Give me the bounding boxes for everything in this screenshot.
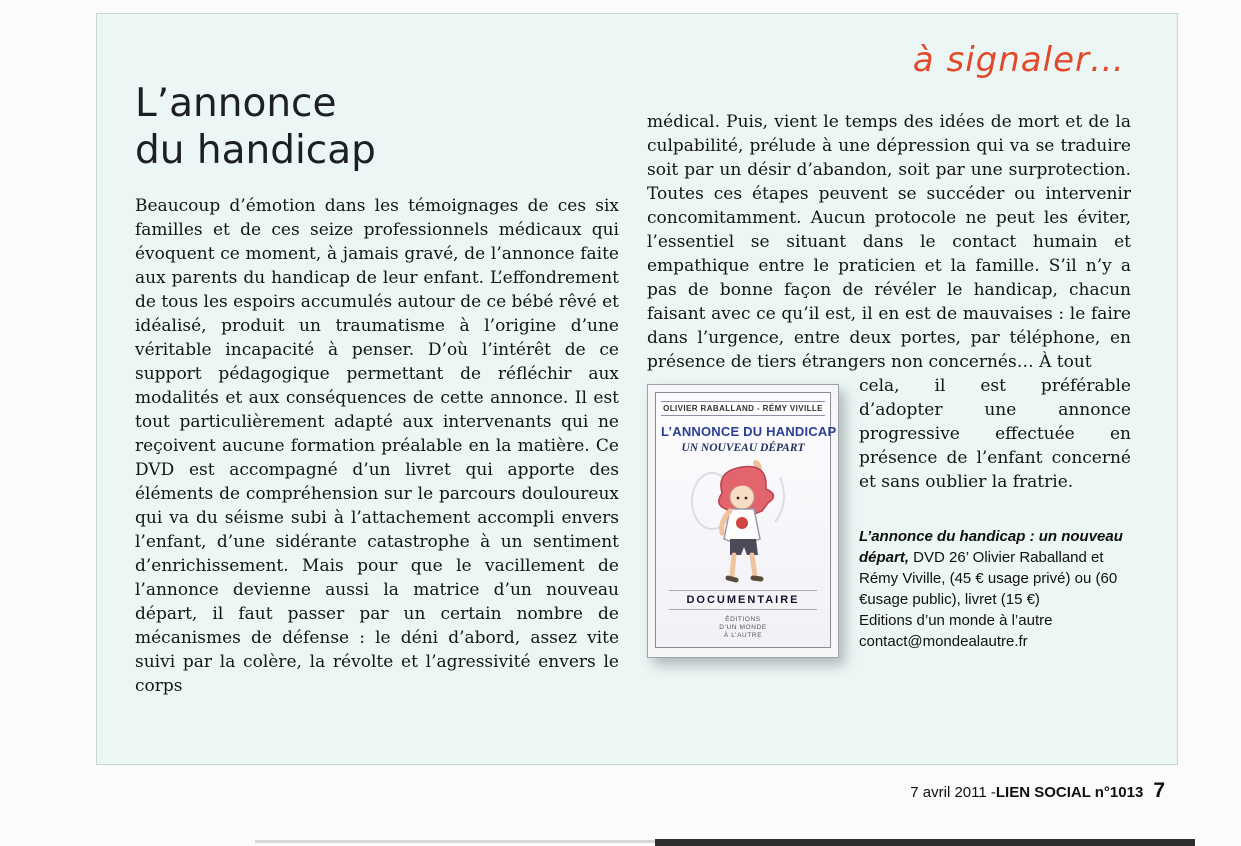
dvd-subtitle: UN NOUVEAU DÉPART — [681, 442, 805, 454]
article-title-line2: du handicap — [135, 128, 376, 173]
dvd-illustration — [684, 459, 802, 587]
dvd-genre-label: DOCUMENTAIRE — [669, 590, 817, 610]
article-body-left: Beaucoup d’émotion dans les témoignages de ces six familles et de ces seize professionnels médicaux qui évoquent ce moment, à jamais gravé, de l’annonce faite aux parents du handicap de leur enfant. L’effondrement de tous les espoirs accumulés autour de ce bébé rêvé et idéalisé, produit un traumatisme à l’origine d’une véritable incapacité à penser. D’où l’intérêt de ce support pédagogique permettant de réfléchir aux modalités et aux conséquences de cette annonce. Il est tout particulièrement adapté aux intervenants qui ne reçoivent aucune formation préalable en la matière. Ce DVD est accompagné d’un livret qui apporte des éléments de compréhension sur le parcours douloureux qui va du séisme subi à l’attachement accompli envers l’enfant, d’une sidérante catastrophe à un sentiment d’enrichissement. Mais pour que le vacillement de l’annonce devienne aussi la matrice d’un nouveau départ, il faut passer par un certain nombre de mécanismes de défense : le déni d’abord, assez vite suivi par la colère, la révolte et l’agressivité envers le corps — [135, 196, 619, 696]
dvd-publisher-line2: D’UN MONDE — [719, 624, 767, 631]
article-columns — [135, 78, 1131, 698]
caption-publisher: Editions d’un monde à l’autre — [859, 612, 1053, 629]
left-column — [135, 78, 619, 698]
dvd-authors: OLIVIER RABALLAND - RÉMY VIVILLE — [661, 401, 825, 416]
dvd-cover-frame — [655, 392, 837, 648]
dvd-title: L’ANNONCE DU HANDICAP — [661, 424, 837, 439]
scan-edge-artifact-dark — [655, 839, 1195, 846]
dvd-cover-photo — [647, 384, 839, 658]
footer-page-number: 7 — [1153, 779, 1165, 802]
page-footer — [910, 779, 1165, 803]
article-title-line1: L’annonce — [135, 81, 337, 126]
article-body-right: médical. Puis, vient le temps des idées de mort et de la culpabilité, prélude à une dépression qui va se traduire soit par un désir d’abandon, soit par une surprotection. Toutes ces étapes peuvent se succéder ou intervenir concomitamment. Aucun protocole ne peut les éviter, l’essentiel se situant dans le contact humain et empathique entre le praticien et la famille. S’il n’y a pas de bonne façon de révéler le handicap, chacun faisant avec ce qu’il est, il en est de mauvaises : le faire dans l’urgence, entre deux portes, par téléphone, en présence de tiers étrangers non concernés… À tout — [647, 112, 1131, 372]
dvd-publisher-line3: À L’AUTRE — [723, 632, 763, 639]
dvd-cover — [647, 384, 839, 658]
caption-title: L’annonce du handicap : un nouveau départ, — [859, 528, 1123, 566]
footer-journal-name: LIEN SOCIAL n°1013 — [995, 784, 1144, 801]
footer-date: 7 avril 2011 - — [910, 784, 996, 801]
article-body-right-wrap: cela, il est préférable d’adopter une annonce progressive effectuée en présence de l’enfant concerné et sans oublier la fratrie. — [859, 376, 1131, 492]
scan-edge-artifact-light — [255, 840, 665, 843]
caption-details: DVD 26’ Olivier Raballand et Rémy Viville, (45 € usage privé) ou (60 €usage public), livret (15 €) — [859, 549, 1118, 608]
dvd-publisher-line1: ÉDITIONS — [725, 616, 761, 623]
section-label: à signaler… — [912, 40, 1125, 80]
magazine-page — [96, 13, 1178, 765]
dvd-publisher-logo — [661, 616, 825, 640]
right-column — [647, 78, 1131, 698]
caption-email: contact@mondealautre.fr — [859, 633, 1028, 650]
article-title — [135, 80, 619, 174]
